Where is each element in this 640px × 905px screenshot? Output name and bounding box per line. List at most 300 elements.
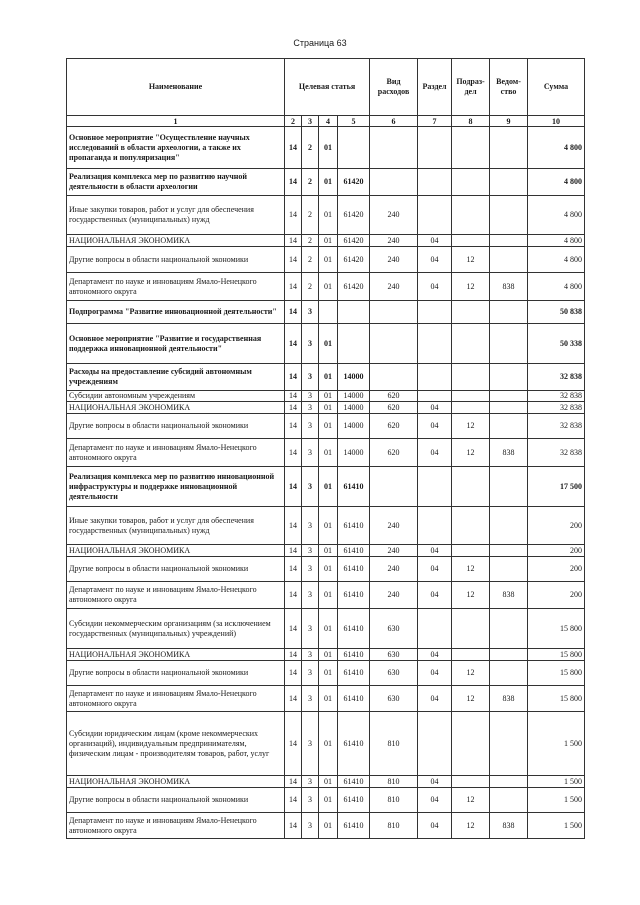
cell-target-event: 01 [319,609,338,649]
cell-target-direction: 61410 [338,776,370,788]
table-row [67,391,585,402]
cell-expense-kind: 630 [370,609,418,649]
col-number: 6 [370,116,418,127]
cell-department [490,788,528,813]
cell-section [418,391,452,402]
cell-target-direction: 14000 [338,364,370,391]
cell-target-program: 14 [285,545,302,557]
col-number: 4 [319,116,338,127]
cell-target-program: 14 [285,507,302,545]
cell-expense-kind: 240 [370,273,418,301]
header-section: Раздел [418,59,452,116]
cell-expense-kind: 810 [370,712,418,776]
cell-name: Основное мероприятие "Развитие и государственная поддержка инновационной деятельности" [67,324,285,364]
table-row [67,273,585,301]
cell-expense-kind: 240 [370,582,418,609]
cell-target-event: 01 [319,247,338,273]
cell-department [490,127,528,169]
cell-target-subprogram: 3 [302,649,319,661]
cell-expense-kind: 240 [370,247,418,273]
cell-sum: 4 800 [528,273,585,301]
table-row [67,582,585,609]
cell-sum: 1 500 [528,712,585,776]
table-row [67,235,585,247]
cell-target-program: 14 [285,788,302,813]
cell-target-subprogram: 2 [302,273,319,301]
cell-target-program: 14 [285,169,302,196]
budget-table [66,58,585,839]
cell-target-direction: 61420 [338,196,370,235]
col-number: 8 [452,116,490,127]
cell-target-direction: 61420 [338,273,370,301]
cell-sum: 50 338 [528,324,585,364]
cell-department [490,609,528,649]
cell-expense-kind: 240 [370,196,418,235]
header-kind: Вид расходов [370,59,418,116]
cell-target-event: 01 [319,364,338,391]
cell-sum: 200 [528,582,585,609]
cell-sum: 1 500 [528,813,585,839]
cell-sum: 4 800 [528,127,585,169]
cell-subsection [452,127,490,169]
cell-section: 04 [418,776,452,788]
cell-target-program: 14 [285,127,302,169]
col-number: 9 [490,116,528,127]
cell-target-direction [338,324,370,364]
cell-department [490,196,528,235]
cell-target-event: 01 [319,235,338,247]
cell-target-program: 14 [285,402,302,414]
cell-name: Другие вопросы в области национальной экономики [67,788,285,813]
cell-target-subprogram: 3 [302,545,319,557]
cell-department [490,324,528,364]
table-row [67,301,585,324]
cell-expense-kind: 240 [370,507,418,545]
cell-section: 04 [418,402,452,414]
cell-target-direction: 14000 [338,402,370,414]
cell-target-event: 01 [319,712,338,776]
cell-subsection: 12 [452,557,490,582]
cell-target-subprogram: 3 [302,414,319,439]
cell-target-program: 14 [285,414,302,439]
cell-name: Департамент по науке и инновациям Ямало-Ненецкого автономного округа [67,813,285,839]
cell-section: 04 [418,545,452,557]
table-row [67,247,585,273]
header-target: Целевая статья [285,59,370,116]
cell-target-direction: 61410 [338,686,370,712]
cell-department [490,364,528,391]
cell-target-event: 01 [319,439,338,467]
cell-target-subprogram: 3 [302,324,319,364]
cell-department [490,545,528,557]
page-label: Страница 63 [293,38,347,48]
cell-section: 04 [418,273,452,301]
cell-target-event: 01 [319,273,338,301]
cell-name: НАЦИОНАЛЬНАЯ ЭКОНОМИКА [67,402,285,414]
cell-department: 838 [490,686,528,712]
cell-target-program: 14 [285,439,302,467]
cell-target-direction: 61410 [338,507,370,545]
cell-target-subprogram: 3 [302,507,319,545]
cell-target-event: 01 [319,402,338,414]
cell-department [490,661,528,686]
cell-expense-kind: 240 [370,545,418,557]
cell-target-direction: 14000 [338,439,370,467]
cell-section: 04 [418,649,452,661]
cell-target-subprogram: 3 [302,582,319,609]
cell-expense-kind: 630 [370,649,418,661]
table-row [67,609,585,649]
cell-target-program: 14 [285,324,302,364]
cell-section [418,712,452,776]
cell-sum: 4 800 [528,196,585,235]
cell-subsection [452,196,490,235]
cell-target-event: 01 [319,545,338,557]
cell-section: 04 [418,247,452,273]
cell-name: Департамент по науке и инновациям Ямало-Ненецкого автономного округа [67,686,285,712]
cell-expense-kind [370,467,418,507]
cell-department [490,776,528,788]
cell-department: 838 [490,813,528,839]
cell-target-program: 14 [285,712,302,776]
cell-target-event: 01 [319,557,338,582]
cell-target-event: 01 [319,788,338,813]
cell-subsection [452,301,490,324]
cell-target-event [319,301,338,324]
cell-sum: 32 838 [528,439,585,467]
cell-target-program: 14 [285,273,302,301]
table-row [67,557,585,582]
cell-subsection: 12 [452,813,490,839]
cell-target-event: 01 [319,661,338,686]
cell-sum: 15 800 [528,661,585,686]
cell-target-event: 01 [319,582,338,609]
table-row [67,686,585,712]
table-row [67,788,585,813]
cell-target-event: 01 [319,169,338,196]
cell-section: 04 [418,686,452,712]
cell-name: Департамент по науке и инновациям Ямало-Ненецкого автономного округа [67,273,285,301]
table-row [67,402,585,414]
cell-section: 04 [418,582,452,609]
col-number: 5 [338,116,370,127]
cell-department [490,507,528,545]
table-row [67,545,585,557]
cell-expense-kind: 620 [370,391,418,402]
cell-section: 04 [418,235,452,247]
cell-subsection: 12 [452,247,490,273]
cell-name: Реализация комплекса мер по развитию научной деятельности в области археологии [67,169,285,196]
cell-target-subprogram: 3 [302,609,319,649]
cell-subsection [452,507,490,545]
cell-sum: 200 [528,507,585,545]
cell-name: Другие вопросы в области национальной экономики [67,247,285,273]
cell-section: 04 [418,557,452,582]
cell-expense-kind [370,324,418,364]
cell-section: 04 [418,788,452,813]
cell-subsection: 12 [452,414,490,439]
cell-target-event: 01 [319,414,338,439]
cell-name: Другие вопросы в области национальной экономики [67,414,285,439]
cell-target-program: 14 [285,247,302,273]
cell-department [490,402,528,414]
cell-target-program: 14 [285,661,302,686]
table-row [67,467,585,507]
cell-subsection: 12 [452,273,490,301]
col-number: 1 [67,116,285,127]
cell-expense-kind: 630 [370,661,418,686]
cell-department [490,557,528,582]
cell-expense-kind [370,169,418,196]
table-row [67,661,585,686]
cell-target-subprogram: 3 [302,557,319,582]
cell-sum: 4 800 [528,169,585,196]
cell-expense-kind [370,127,418,169]
cell-target-subprogram: 3 [302,813,319,839]
table-row [67,414,585,439]
cell-target-direction: 61410 [338,661,370,686]
cell-subsection [452,545,490,557]
col-number: 2 [285,116,302,127]
table-row [67,169,585,196]
col-number: 3 [302,116,319,127]
cell-target-subprogram: 3 [302,661,319,686]
table-header-row [67,59,585,116]
cell-name: Расходы на предоставление субсидий автономным учреждениям [67,364,285,391]
cell-target-subprogram: 3 [302,439,319,467]
cell-target-event: 01 [319,391,338,402]
cell-department: 838 [490,439,528,467]
cell-subsection [452,649,490,661]
cell-name: Иные закупки товаров, работ и услуг для обеспечения государственных (муниципальных) нужд [67,507,285,545]
header-dept: Ведом-ство [490,59,528,116]
cell-name: Реализация комплекса мер по развитию инновационной инфраструктуры и поддержке инновационной деятельности [67,467,285,507]
cell-section [418,507,452,545]
cell-sum: 32 838 [528,414,585,439]
cell-target-direction: 61410 [338,609,370,649]
cell-target-event: 01 [319,196,338,235]
cell-name: НАЦИОНАЛЬНАЯ ЭКОНОМИКА [67,545,285,557]
header-name: Наименование [67,59,285,116]
table-row [67,649,585,661]
cell-target-program: 14 [285,391,302,402]
cell-target-event: 01 [319,467,338,507]
cell-name: Субсидии юридическим лицам (кроме некоммерческих организаций), индивидуальным предпринимателям, физическим лицам - производителям товаров, работ, услуг [67,712,285,776]
cell-name: Другие вопросы в области национальной экономики [67,557,285,582]
cell-target-subprogram: 2 [302,127,319,169]
cell-subsection [452,364,490,391]
cell-target-subprogram: 3 [302,776,319,788]
cell-expense-kind: 810 [370,776,418,788]
column-number-row [67,116,585,127]
cell-target-direction: 61410 [338,467,370,507]
cell-name: Иные закупки товаров, работ и услуг для обеспечения государственных (муниципальных) нужд [67,196,285,235]
col-number: 7 [418,116,452,127]
cell-target-program: 14 [285,776,302,788]
table-row [67,776,585,788]
cell-target-direction: 61420 [338,247,370,273]
cell-name: Основное мероприятие "Осуществление научных исследований в области археологии, а также их пропаганда и популяризация" [67,127,285,169]
cell-section: 04 [418,414,452,439]
cell-subsection [452,467,490,507]
cell-expense-kind: 620 [370,402,418,414]
cell-name: Субсидии автономным учреждениям [67,391,285,402]
cell-expense-kind: 240 [370,235,418,247]
table-row [67,813,585,839]
cell-sum: 200 [528,545,585,557]
cell-target-event: 01 [319,324,338,364]
cell-subsection: 12 [452,686,490,712]
cell-name: Департамент по науке и инновациям Ямало-Ненецкого автономного округа [67,582,285,609]
cell-name: НАЦИОНАЛЬНАЯ ЭКОНОМИКА [67,776,285,788]
cell-sum: 1 500 [528,788,585,813]
cell-target-program: 14 [285,301,302,324]
cell-subsection [452,402,490,414]
cell-target-program: 14 [285,813,302,839]
col-number: 10 [528,116,585,127]
cell-target-program: 14 [285,609,302,649]
header-sum: Сумма [528,59,585,116]
cell-department [490,712,528,776]
cell-sum: 32 838 [528,391,585,402]
cell-target-direction: 61420 [338,169,370,196]
cell-sum: 15 800 [528,609,585,649]
cell-target-program: 14 [285,364,302,391]
cell-subsection [452,609,490,649]
cell-section [418,196,452,235]
cell-expense-kind [370,364,418,391]
cell-department [490,169,528,196]
cell-department [490,301,528,324]
cell-target-subprogram: 3 [302,402,319,414]
cell-target-direction [338,301,370,324]
cell-sum: 4 800 [528,235,585,247]
cell-section [418,364,452,391]
cell-target-event: 01 [319,813,338,839]
cell-sum: 15 800 [528,649,585,661]
cell-section [418,127,452,169]
cell-target-program: 14 [285,467,302,507]
table-row [67,364,585,391]
cell-target-direction: 61410 [338,649,370,661]
cell-target-event: 01 [319,686,338,712]
cell-target-direction: 61410 [338,582,370,609]
cell-section [418,467,452,507]
cell-sum: 200 [528,557,585,582]
cell-expense-kind [370,301,418,324]
cell-target-subprogram: 3 [302,712,319,776]
cell-expense-kind: 810 [370,813,418,839]
cell-target-event: 01 [319,507,338,545]
cell-target-subprogram: 3 [302,301,319,324]
cell-sum: 1 500 [528,776,585,788]
cell-subsection [452,324,490,364]
cell-department [490,649,528,661]
table-row [67,439,585,467]
cell-section [418,169,452,196]
cell-department [490,391,528,402]
cell-target-program: 14 [285,686,302,712]
cell-target-direction: 61410 [338,788,370,813]
cell-target-subprogram: 2 [302,235,319,247]
cell-target-direction: 61410 [338,712,370,776]
cell-subsection: 12 [452,582,490,609]
cell-subsection [452,391,490,402]
cell-target-direction [338,127,370,169]
cell-target-program: 14 [285,235,302,247]
cell-target-subprogram: 3 [302,391,319,402]
cell-subsection [452,169,490,196]
cell-target-program: 14 [285,557,302,582]
cell-target-subprogram: 3 [302,364,319,391]
cell-section: 04 [418,661,452,686]
cell-section [418,609,452,649]
cell-name: НАЦИОНАЛЬНАЯ ЭКОНОМИКА [67,235,285,247]
cell-name: Другие вопросы в области национальной экономики [67,661,285,686]
cell-expense-kind: 620 [370,439,418,467]
cell-sum: 15 800 [528,686,585,712]
cell-target-program: 14 [285,582,302,609]
cell-target-direction: 61410 [338,545,370,557]
cell-section [418,301,452,324]
cell-target-direction: 14000 [338,414,370,439]
cell-expense-kind: 630 [370,686,418,712]
cell-sum: 17 500 [528,467,585,507]
table-row [67,712,585,776]
cell-name: Субсидии некоммерческим организациям (за исключением государственных (муниципальных) учреждений) [67,609,285,649]
table-row [67,127,585,169]
cell-target-subprogram: 3 [302,788,319,813]
table-row [67,507,585,545]
cell-section: 04 [418,439,452,467]
cell-target-event: 01 [319,776,338,788]
cell-subsection [452,235,490,247]
cell-expense-kind: 240 [370,557,418,582]
cell-name: НАЦИОНАЛЬНАЯ ЭКОНОМИКА [67,649,285,661]
cell-target-direction: 61410 [338,813,370,839]
cell-sum: 32 838 [528,364,585,391]
cell-target-subprogram: 3 [302,686,319,712]
cell-subsection: 12 [452,788,490,813]
cell-target-event: 01 [319,649,338,661]
cell-subsection [452,712,490,776]
cell-expense-kind: 810 [370,788,418,813]
cell-sum: 50 838 [528,301,585,324]
table-row [67,196,585,235]
cell-name: Подпрограмма "Развитие инновационной деятельности" [67,301,285,324]
cell-department [490,467,528,507]
cell-department [490,247,528,273]
cell-subsection: 12 [452,661,490,686]
cell-section [418,324,452,364]
cell-sum: 32 838 [528,402,585,414]
table-row [67,324,585,364]
cell-target-subprogram: 2 [302,169,319,196]
header-subsection: Подраз-дел [452,59,490,116]
cell-target-program: 14 [285,649,302,661]
cell-name: Департамент по науке и инновациям Ямало-Ненецкого автономного округа [67,439,285,467]
cell-department [490,235,528,247]
cell-subsection: 12 [452,439,490,467]
cell-subsection [452,776,490,788]
cell-sum: 4 800 [528,247,585,273]
cell-department: 838 [490,273,528,301]
cell-target-subprogram: 3 [302,467,319,507]
cell-target-direction: 14000 [338,391,370,402]
cell-target-direction: 61420 [338,235,370,247]
cell-target-subprogram: 2 [302,196,319,235]
cell-expense-kind: 620 [370,414,418,439]
